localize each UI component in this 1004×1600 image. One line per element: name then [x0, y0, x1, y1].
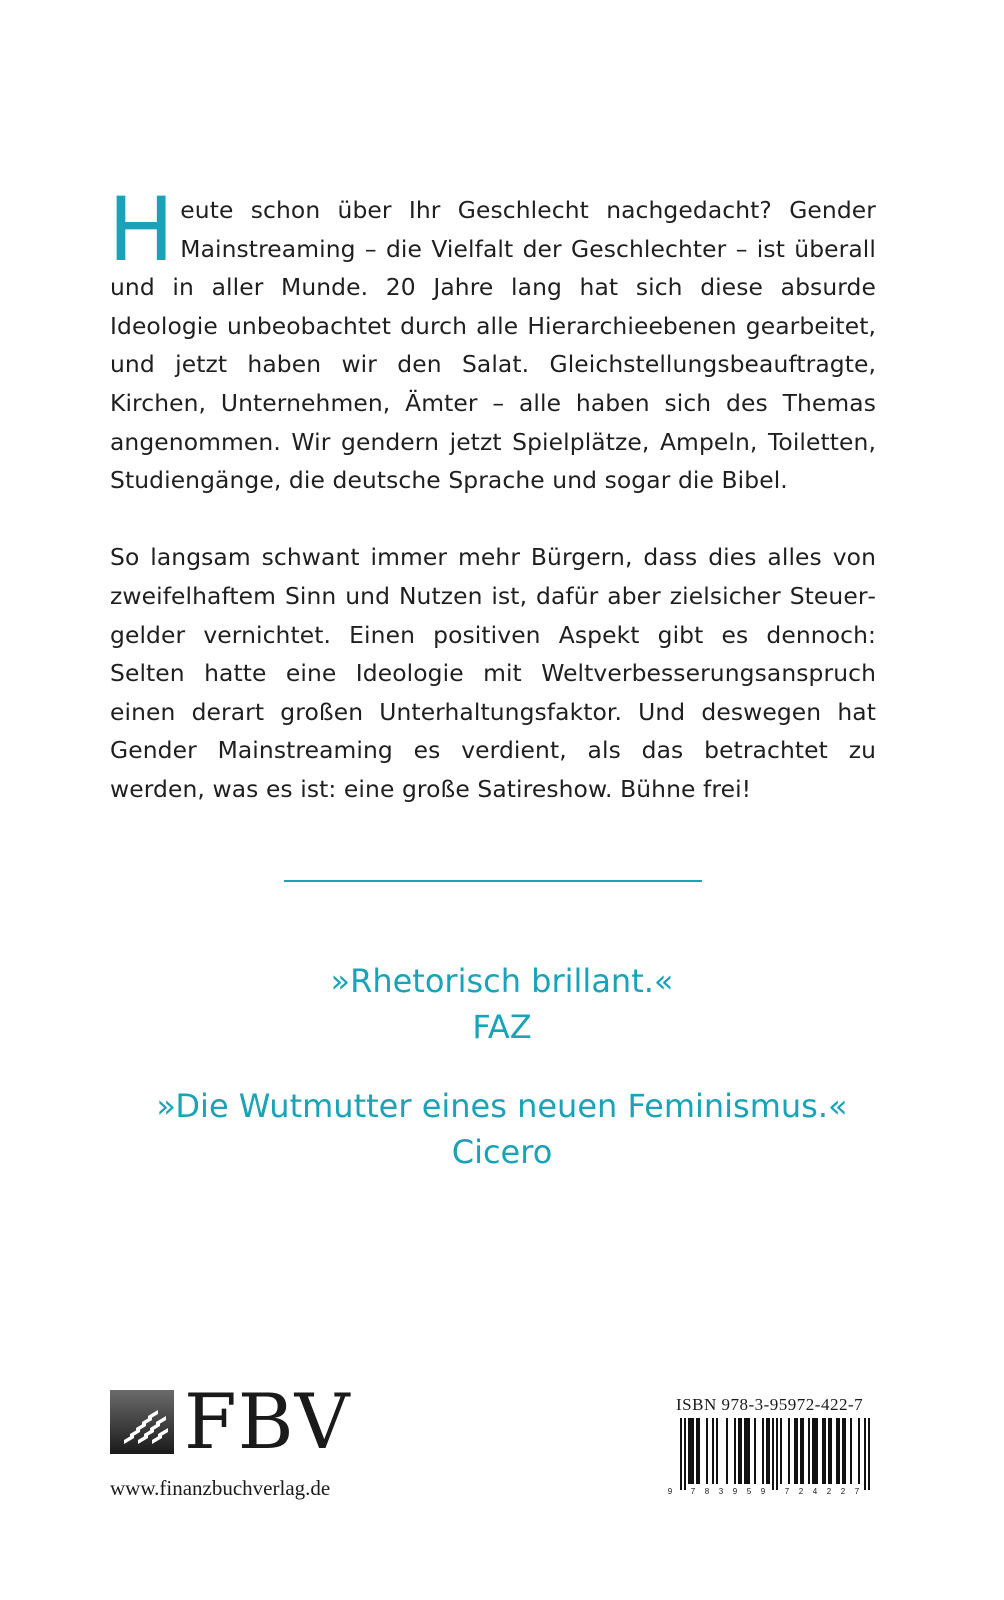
barcode-bar [692, 1418, 694, 1484]
barcode-bar [844, 1418, 846, 1484]
barcode-digit: 7 [784, 1487, 790, 1496]
barcode-bar [766, 1418, 768, 1484]
barcode-bar [768, 1418, 770, 1484]
barcode-bar [794, 1418, 796, 1484]
barcode-digit: 3 [718, 1487, 724, 1496]
barcode-bars [680, 1418, 870, 1490]
barcode-digit: 9 [760, 1487, 766, 1496]
barcode-digit: 7 [854, 1487, 860, 1496]
barcode-bar [712, 1418, 714, 1484]
barcode-bar [842, 1418, 844, 1484]
barcode-bar [690, 1418, 692, 1484]
barcode-bar [812, 1418, 814, 1484]
quote-text: »Die Wutmutter eines neuen Feminismus.« [156, 1087, 848, 1125]
barcode-digit: 7 [690, 1487, 696, 1496]
barcode-bar [780, 1418, 782, 1484]
barcode-bar [808, 1418, 810, 1484]
barcode-digit: 9 [732, 1487, 738, 1496]
barcode-digit: 2 [798, 1487, 804, 1496]
barcode-bar [816, 1418, 818, 1484]
barcode-bar [688, 1418, 690, 1484]
publisher-logo-text: FBV [184, 1377, 351, 1466]
barcode-bar [824, 1418, 826, 1484]
barcode-bar [858, 1418, 860, 1484]
blurb-paragraph-2: So langsam schwant immer mehr Bürgern, dass dies alles von zweifelhaftem Sinn und Nutzen ist, dafür aber zielsicher Steuergelder vernichtet. Einen positiven Aspekt gibt es dennoch: Selten hatte eine Ideologie mit Weltverbesserungsanspruch einen derart großen Unterhaltungsfaktor. Und deswegen hat Gender Mainstreaming es verdient, als das betrachtet zu werden, was es ist: eine große Satireshow. Bühne frei! [110, 543, 876, 803]
barcode-bar [740, 1418, 742, 1484]
publisher-logo-mark-icon [110, 1390, 174, 1454]
review-quotes [0, 958, 1004, 1175]
isbn-barcode [664, 1418, 878, 1496]
barcode-digit: 9 [667, 1487, 673, 1496]
barcode-digits [668, 1487, 860, 1496]
barcode-bar [822, 1418, 824, 1484]
barcode-digit: 2 [840, 1487, 846, 1496]
barcode-bar [776, 1418, 778, 1490]
barcode-bar [850, 1418, 852, 1484]
publisher-website: www.finanzbuchverlag.de [110, 1476, 331, 1500]
barcode-bar [738, 1418, 740, 1484]
barcode-bar [698, 1418, 700, 1484]
barcode-bar [762, 1418, 764, 1484]
dropcap-letter: H [108, 178, 175, 281]
review-quote [0, 958, 1004, 1050]
barcode-bar [746, 1418, 748, 1484]
barcode-bar [802, 1418, 804, 1484]
barcode-bar [772, 1418, 774, 1490]
barcode-bar [830, 1418, 832, 1484]
barcode-digit: 8 [704, 1487, 710, 1496]
barcode-bar [684, 1418, 686, 1490]
publisher-logo [110, 1377, 370, 1466]
section-divider [284, 880, 702, 882]
barcode-bar [796, 1418, 798, 1484]
blurb-paragraph-1-text: eute schon über Ihr Geschlecht nachgedacht? Gender Mainstreaming – die Vielfalt der Geschlechter – ist überall und in aller Munde. 20 Jahre lang hat sich diese absurde Ideologie unbeobachtet durch alle Hierarchieebenen gearbeitet, und jetzt haben wir den Salat. Gleichstellungsbeauftragte, Kirchen, Unternehmen, Ämter – alle haben sich des Themas angenommen. Wir gendern jetzt Spielplätze, Ampeln, Toiletten, Studiengänge, die deutsche Sprache und sogar die Bibel. [110, 196, 876, 495]
barcode-bar [716, 1418, 718, 1484]
barcode-digit: 2 [826, 1487, 832, 1496]
barcode-bar [800, 1418, 802, 1484]
blurb-text [108, 178, 876, 809]
barcode-bar [788, 1418, 790, 1484]
quote-text: »Rhetorisch brillant.« [330, 962, 674, 1000]
review-quote [0, 1083, 1004, 1175]
barcode-bar [868, 1418, 870, 1490]
barcode-bar [734, 1418, 736, 1484]
barcode-bar [696, 1418, 698, 1484]
isbn-label: ISBN 978-3-95972-422-7 [676, 1395, 864, 1414]
quote-source: FAZ [472, 1008, 532, 1046]
barcode-bar [754, 1418, 756, 1484]
barcode-bar [864, 1418, 866, 1490]
barcode-bar [836, 1418, 838, 1484]
barcode-bar [828, 1418, 830, 1484]
quote-source: Cicero [451, 1133, 553, 1171]
barcode-bar [680, 1418, 682, 1490]
barcode-bar [748, 1418, 750, 1484]
barcode-bar [814, 1418, 816, 1484]
blurb-paragraph-1 [108, 178, 876, 500]
barcode-bar [706, 1418, 708, 1484]
barcode-bar [838, 1418, 840, 1484]
barcode-bar [726, 1418, 728, 1484]
barcode-bar [744, 1418, 746, 1484]
barcode-digit: 4 [812, 1487, 818, 1496]
barcode-digit: 5 [746, 1487, 752, 1496]
